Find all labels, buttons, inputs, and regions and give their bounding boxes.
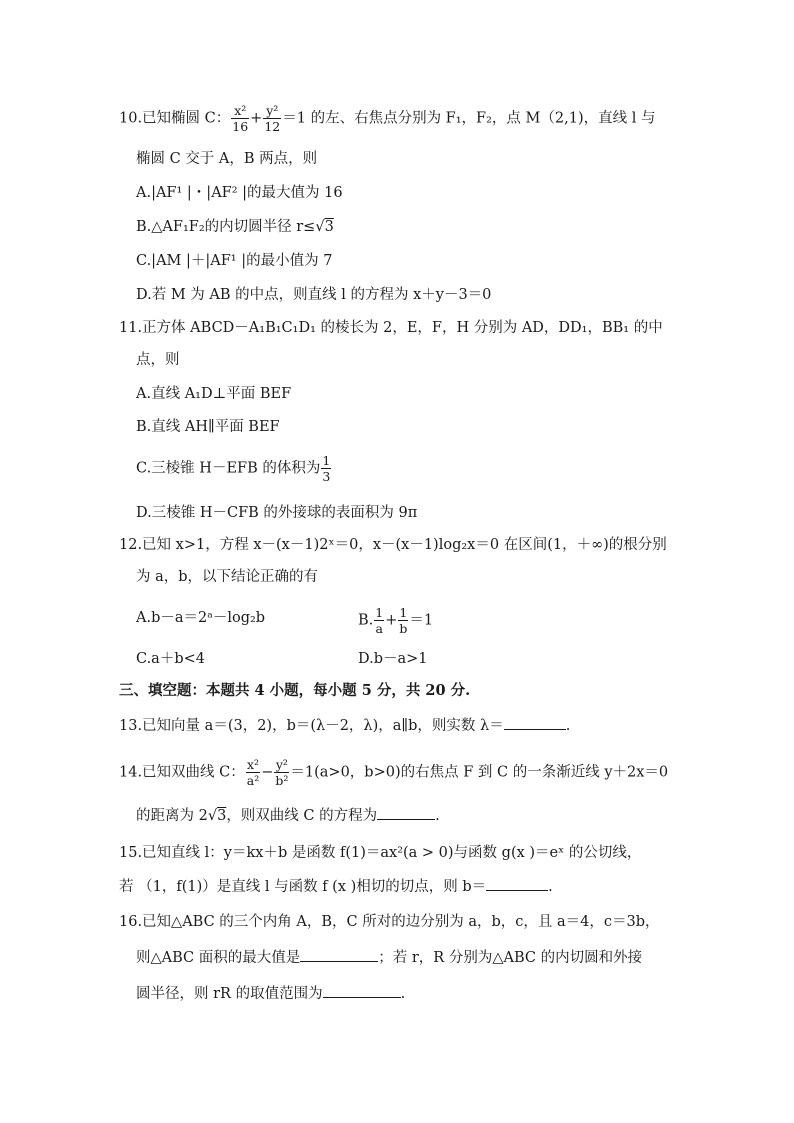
- q12-option-a: A.b－a＝2ᵃ－log₂b: [136, 610, 266, 626]
- q10-option-a: A.|AF¹ |・|AF² |的最大值为 16: [136, 185, 343, 201]
- fraction-1-over-b: $\frac{1}{b}$: [399, 605, 408, 636]
- q13-stem: 13.已知向量 a＝(3，2)，b＝(λ－2，λ)，a∥b，则实数 λ＝ .: [119, 715, 570, 736]
- q15-stem-line1: 15.已知直线 l：y＝kx＋b 是函数 f(1)＝ax²(a > 0)与函数 g(x )＝eˣ 的公切线，: [119, 845, 642, 861]
- fraction-x2-a2: $\frac{\text{x²}}{\text{a²}}$: [246, 757, 260, 788]
- q12-option-d: D.b－a>1: [358, 651, 428, 667]
- q15-answer-blank: [486, 876, 548, 891]
- section-3-heading: 三、填空题：本题共 4 小题，每小题 5 分，共 20 分.: [119, 682, 471, 699]
- q15-stem-line2: 若 （1，f(1)）是直线 l 与函数 f (x )相切的切点，则 b＝ .: [119, 876, 553, 897]
- q16-range-blank: [323, 983, 401, 998]
- q13-answer-blank: [504, 715, 566, 730]
- q16-stem-line3: 圆半径，则 rR 的取值范围为 .: [136, 983, 405, 1004]
- q14-answer-blank: [377, 805, 435, 820]
- q10-stem-line2: 椭圆 C 交于 A，B 两点，则: [136, 151, 318, 167]
- q16-stem-line2: 则△ABC 面积的最大值是 ；若 r，R 分别为△ABC 的内切圆和外接: [136, 947, 642, 968]
- q10-option-c: C.|AM |＋|AF¹ |的最小值为 7: [136, 253, 333, 269]
- q11-option-c: C.三棱锥 H－EFB 的体积为 $\frac{1}{3}$: [136, 453, 331, 484]
- q11-option-d: D.三棱锥 H－CFB 的外接球的表面积为 9π: [136, 505, 418, 521]
- fraction-y2-b2: $\frac{\text{y²}}{\text{b²}}$: [275, 757, 289, 788]
- q14-stem-line1: 14.已知双曲线 C： $\frac{\text{x²}}{\text{a²}}$ − $\frac{\text{y²}}{\text{b²}}$ ＝1(a>0，b>0)的右焦点 F 到 C 的一条渐近线 y＋2x＝0: [119, 757, 669, 788]
- fraction-one-third: $\frac{1}{3}$: [322, 453, 331, 484]
- q12-option-c: C.a＋b<4: [136, 651, 205, 667]
- q16-stem-line1: 16.已知△ABC 的三个内角 A，B，C 所对的边分别为 a，b，c，且 a＝4，c＝3b，: [119, 914, 660, 930]
- q11-option-a: A.直线 A₁D⊥平面 BEF: [136, 386, 292, 402]
- q14-stem-line2: 的距离为 2√3，则双曲线 C 的方程为 .: [136, 805, 440, 826]
- q12-stem-line2: 为 a，b，以下结论正确的有: [136, 569, 319, 585]
- fraction-x2-16: $\frac{\text{x²}}{16}$: [232, 103, 249, 134]
- q11-stem-line2: 点，则: [136, 352, 180, 368]
- fraction-1-over-a: $\frac{1}{a}$: [375, 605, 384, 636]
- q11-option-b: B.直线 AH∥平面 BEF: [136, 419, 280, 435]
- q10-option-d: D.若 M 为 AB 的中点，则直线 l 的方程为 x＋y－3＝0: [136, 287, 492, 303]
- q10-stem-line1: 10.已知椭圆 C： $\frac{\text{x²}}{16}$ + $\frac{\text{y²}}{12}$ ＝1 的左、右焦点分别为 F₁，F₂，点 M（2,1)，直线 l 与: [119, 103, 656, 134]
- q12-stem-line1: 12.已知 x>1，方程 x－(x－1)2ˣ＝0，x－(x－1)log₂x＝0 在区间(1，＋∞)的根分别: [119, 537, 667, 553]
- q16-area-blank: [300, 947, 378, 962]
- fraction-y2-12: $\frac{\text{y²}}{12}$: [264, 103, 281, 134]
- q12-option-b: B. $\frac{1}{a}$ + $\frac{1}{b}$ ＝1: [358, 605, 434, 636]
- q10-option-b: B.△AF₁F₂的内切圆半径 r≤√3: [136, 219, 334, 235]
- q11-stem-line1: 11.正方体 ABCD－A₁B₁C₁D₁ 的棱长为 2，E，F，H 分别为 AD，DD₁，BB₁ 的中: [119, 320, 663, 336]
